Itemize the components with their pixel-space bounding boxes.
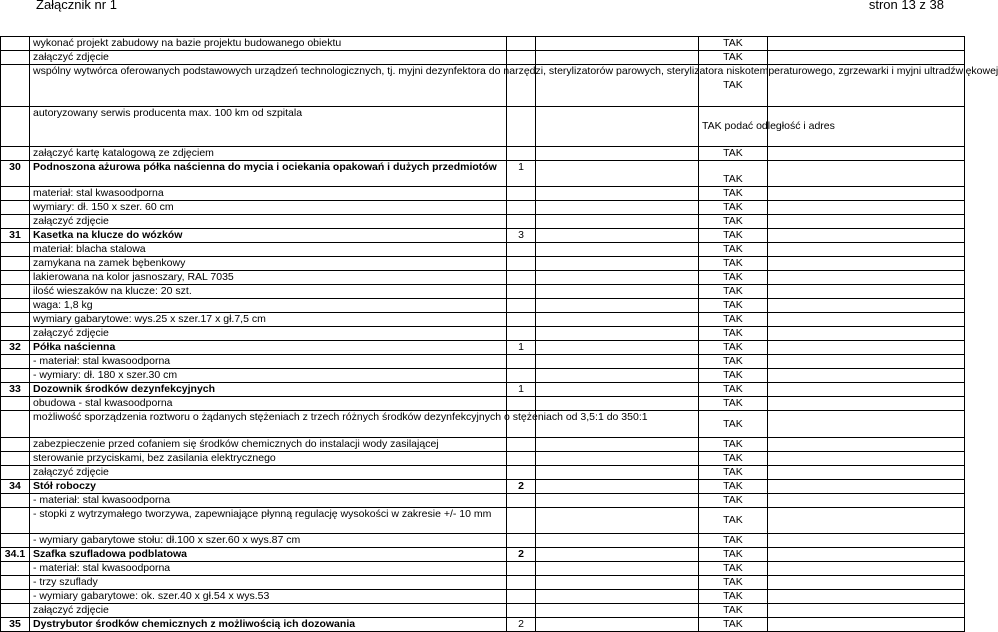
- empty-cell: [536, 299, 699, 313]
- empty-cell: [536, 452, 699, 466]
- empty-cell: [536, 37, 699, 51]
- item-quantity: [507, 51, 536, 65]
- item-quantity: 2: [507, 618, 536, 632]
- empty-cell: [768, 383, 965, 397]
- item-description: możliwość sporządzenia roztworu o żądanych stężeniach z trzech różnych środków dezynfekcyjnych o stężeniach od 3,5:1 do 350:1: [30, 411, 507, 438]
- spec-row: [1, 438, 965, 452]
- item-description: wykonać projekt zabudowy na bazie projektu budowanego obiektu: [30, 37, 507, 51]
- item-number: [1, 51, 30, 65]
- empty-cell: [768, 508, 965, 534]
- compliance-answer: TAK podać odległość i adres: [699, 107, 768, 147]
- empty-cell: [768, 201, 965, 215]
- empty-cell: [536, 341, 699, 355]
- spec-row: [1, 243, 965, 257]
- compliance-answer: TAK: [699, 201, 768, 215]
- empty-cell: [536, 201, 699, 215]
- item-number: [1, 147, 30, 161]
- spec-row: [1, 494, 965, 508]
- empty-cell: [536, 187, 699, 201]
- empty-cell: [768, 562, 965, 576]
- item-quantity: 1: [507, 341, 536, 355]
- item-description: lakierowana na kolor jasnoszary, RAL 7035: [30, 271, 507, 285]
- empty-cell: [768, 257, 965, 271]
- item-description: - stopki z wytrzymałego tworzywa, zapewniające płynną regulację wysokości w zakresie +/- 10 mm: [30, 508, 507, 534]
- compliance-answer: TAK: [699, 271, 768, 285]
- item-description: Szafka szufladowa podblatowa: [30, 548, 507, 562]
- empty-cell: [536, 438, 699, 452]
- item-number: [1, 438, 30, 452]
- item-quantity: [507, 107, 536, 147]
- empty-cell: [536, 107, 699, 147]
- item-number: [1, 534, 30, 548]
- item-number: 31: [1, 229, 30, 243]
- item-number: [1, 562, 30, 576]
- spec-row: [1, 187, 965, 201]
- empty-cell: [536, 147, 699, 161]
- empty-cell: [536, 383, 699, 397]
- item-quantity: [507, 562, 536, 576]
- item-description: Podnoszona ażurowa półka naścienna do mycia i ociekania opakowań i dużych przedmiotów: [30, 161, 507, 187]
- empty-cell: [536, 313, 699, 327]
- empty-cell: [536, 466, 699, 480]
- item-quantity: 3: [507, 229, 536, 243]
- spec-row: [1, 215, 965, 229]
- empty-cell: [768, 37, 965, 51]
- item-number: [1, 65, 30, 107]
- spec-row: [1, 201, 965, 215]
- compliance-answer: TAK: [699, 355, 768, 369]
- compliance-answer: TAK: [699, 147, 768, 161]
- item-description: Dystrybutor środków chemicznych z możliwością ich dozowania: [30, 618, 507, 632]
- empty-cell: [768, 355, 965, 369]
- item-quantity: 2: [507, 548, 536, 562]
- spec-row: [1, 604, 965, 618]
- item-quantity: [507, 257, 536, 271]
- item-number: [1, 397, 30, 411]
- empty-cell: [536, 397, 699, 411]
- item-number: 34.1: [1, 548, 30, 562]
- empty-cell: [768, 161, 965, 187]
- item-row: [1, 341, 965, 355]
- item-description: załączyć kartę katalogową ze zdjęciem: [30, 147, 507, 161]
- empty-cell: [536, 576, 699, 590]
- empty-cell: [536, 215, 699, 229]
- compliance-answer: TAK: [699, 494, 768, 508]
- item-quantity: [507, 590, 536, 604]
- item-row: [1, 548, 965, 562]
- empty-cell: [768, 618, 965, 632]
- compliance-answer: TAK: [699, 51, 768, 65]
- item-description: załączyć zdjęcie: [30, 466, 507, 480]
- spec-row: [1, 37, 965, 51]
- item-quantity: [507, 201, 536, 215]
- compliance-answer: TAK: [699, 383, 768, 397]
- spec-row: [1, 107, 965, 147]
- spec-row: [1, 534, 965, 548]
- item-quantity: 1: [507, 161, 536, 187]
- item-number: [1, 299, 30, 313]
- empty-cell: [768, 313, 965, 327]
- spec-row: [1, 466, 965, 480]
- item-number: 30: [1, 161, 30, 187]
- empty-cell: [536, 257, 699, 271]
- page-counter: stron 13 z 38: [868, 0, 944, 12]
- item-quantity: 1: [507, 383, 536, 397]
- empty-cell: [536, 618, 699, 632]
- item-row: [1, 161, 965, 187]
- item-row: [1, 383, 965, 397]
- empty-cell: [768, 271, 965, 285]
- item-description: ilość wieszaków na klucze: 20 szt.: [30, 285, 507, 299]
- compliance-answer: TAK: [699, 618, 768, 632]
- spec-row: [1, 51, 965, 65]
- item-quantity: [507, 397, 536, 411]
- compliance-answer: TAK: [699, 37, 768, 51]
- spec-row: [1, 65, 965, 107]
- item-description: obudowa - stal kwasoodporna: [30, 397, 507, 411]
- compliance-answer: TAK: [699, 313, 768, 327]
- item-number: 33: [1, 383, 30, 397]
- spec-row: [1, 590, 965, 604]
- spec-row: [1, 411, 965, 438]
- empty-cell: [536, 285, 699, 299]
- compliance-answer: TAK: [699, 480, 768, 494]
- item-quantity: [507, 438, 536, 452]
- item-quantity: [507, 215, 536, 229]
- item-number: [1, 313, 30, 327]
- item-row: [1, 229, 965, 243]
- compliance-answer: TAK: [699, 257, 768, 271]
- item-row: [1, 618, 965, 632]
- empty-cell: [768, 411, 965, 438]
- spec-row: [1, 355, 965, 369]
- empty-cell: [768, 397, 965, 411]
- item-description: materiał: stal kwasoodporna: [30, 187, 507, 201]
- item-description: zabezpieczenie przed cofaniem się środków chemicznych do instalacji wody zasilającej: [30, 438, 507, 452]
- compliance-answer: TAK: [699, 285, 768, 299]
- item-quantity: [507, 37, 536, 51]
- empty-cell: [768, 604, 965, 618]
- empty-cell: [768, 327, 965, 341]
- item-quantity: [507, 494, 536, 508]
- compliance-answer: TAK: [699, 534, 768, 548]
- compliance-answer: TAK: [699, 341, 768, 355]
- item-description: - trzy szuflady: [30, 576, 507, 590]
- item-number: 32: [1, 341, 30, 355]
- item-quantity: [507, 576, 536, 590]
- item-quantity: [507, 313, 536, 327]
- item-description: - materiał: stal kwasoodporna: [30, 562, 507, 576]
- specification-rows: [1, 37, 998, 632]
- item-description: autoryzowany serwis producenta max. 100 km od szpitala: [30, 107, 507, 147]
- item-quantity: [507, 508, 536, 534]
- empty-cell: [768, 534, 965, 548]
- item-description: sterowanie przyciskami, bez zasilania elektrycznego: [30, 452, 507, 466]
- item-number: [1, 576, 30, 590]
- item-description: wspólny wytwórca oferowanych podstawowych urządzeń technologicznych, tj. myjni dezynfektora do narzędzi, sterylizatorów parowych, sterylizatora niskotemperaturowego, zgrzewarki i myjni ultradźwiękowej: [30, 65, 507, 107]
- item-description: Kasetka na klucze do wózków: [30, 229, 507, 243]
- compliance-answer: TAK: [699, 576, 768, 590]
- spec-row: [1, 562, 965, 576]
- item-number: 35: [1, 618, 30, 632]
- item-description: - wymiary gabarytowe: ok. szer.40 x gł.54 x wys.53: [30, 590, 507, 604]
- item-number: [1, 508, 30, 534]
- empty-cell: [536, 355, 699, 369]
- compliance-answer: TAK: [699, 411, 768, 438]
- item-quantity: [507, 369, 536, 383]
- item-description: załączyć zdjęcie: [30, 327, 507, 341]
- item-description: materiał: blacha stalowa: [30, 243, 507, 257]
- empty-cell: [536, 480, 699, 494]
- empty-cell: [536, 494, 699, 508]
- item-number: [1, 37, 30, 51]
- item-description: - wymiary gabarytowe stołu: dł.100 x szer.60 x wys.87 cm: [30, 534, 507, 548]
- item-number: [1, 243, 30, 257]
- empty-cell: [536, 271, 699, 285]
- empty-cell: [768, 51, 965, 65]
- empty-cell: [536, 243, 699, 257]
- item-number: [1, 107, 30, 147]
- empty-cell: [768, 285, 965, 299]
- spec-row: [1, 576, 965, 590]
- compliance-answer: TAK: [699, 466, 768, 480]
- spec-row: [1, 271, 965, 285]
- item-description: zamykana na zamek bębenkowy: [30, 257, 507, 271]
- empty-cell: [768, 494, 965, 508]
- item-description: wymiary gabarytowe: wys.25 x szer.17 x gł.7,5 cm: [30, 313, 507, 327]
- empty-cell: [536, 548, 699, 562]
- item-quantity: [507, 534, 536, 548]
- empty-cell: [768, 452, 965, 466]
- item-quantity: [507, 327, 536, 341]
- empty-cell: [768, 438, 965, 452]
- compliance-answer: TAK: [699, 229, 768, 243]
- item-row: [1, 480, 965, 494]
- item-quantity: [507, 187, 536, 201]
- spec-row: [1, 327, 965, 341]
- item-number: [1, 201, 30, 215]
- item-number: [1, 327, 30, 341]
- spec-row: [1, 299, 965, 313]
- spec-row: [1, 257, 965, 271]
- empty-cell: [768, 229, 965, 243]
- empty-cell: [768, 369, 965, 383]
- compliance-answer: TAK: [699, 299, 768, 313]
- item-number: [1, 452, 30, 466]
- item-quantity: [507, 452, 536, 466]
- compliance-answer: TAK: [699, 452, 768, 466]
- item-quantity: [507, 604, 536, 618]
- item-description: załączyć zdjęcie: [30, 51, 507, 65]
- compliance-answer: TAK: [699, 187, 768, 201]
- item-quantity: [507, 243, 536, 257]
- item-quantity: [507, 271, 536, 285]
- empty-cell: [768, 187, 965, 201]
- item-description: Stół roboczy: [30, 480, 507, 494]
- empty-cell: [536, 508, 699, 534]
- item-number: 34: [1, 480, 30, 494]
- empty-cell: [536, 229, 699, 243]
- compliance-answer: TAK: [699, 215, 768, 229]
- item-quantity: [507, 147, 536, 161]
- spec-row: [1, 397, 965, 411]
- empty-cell: [768, 548, 965, 562]
- specification-sheet: [0, 36, 998, 632]
- empty-cell: [768, 299, 965, 313]
- compliance-answer: TAK: [699, 369, 768, 383]
- compliance-answer: TAK: [699, 604, 768, 618]
- empty-cell: [536, 161, 699, 187]
- spec-row: [1, 369, 965, 383]
- item-number: [1, 271, 30, 285]
- spec-row: [1, 285, 965, 299]
- spec-row: [1, 313, 965, 327]
- attachment-label: Załącznik nr 1: [36, 0, 117, 12]
- empty-cell: [768, 480, 965, 494]
- compliance-answer: TAK: [699, 243, 768, 257]
- item-quantity: [507, 466, 536, 480]
- empty-cell: [536, 369, 699, 383]
- empty-cell: [536, 327, 699, 341]
- item-description: wymiary: dł. 150 x szer. 60 cm: [30, 201, 507, 215]
- item-description: Półka naścienna: [30, 341, 507, 355]
- empty-cell: [536, 534, 699, 548]
- spec-row: [1, 147, 965, 161]
- compliance-answer: TAK: [699, 397, 768, 411]
- empty-cell: [768, 576, 965, 590]
- compliance-answer: TAK: [699, 438, 768, 452]
- empty-cell: [768, 147, 965, 161]
- compliance-answer: TAK: [699, 508, 768, 534]
- empty-cell: [768, 341, 965, 355]
- compliance-answer: TAK: [699, 590, 768, 604]
- item-description: załączyć zdjęcie: [30, 604, 507, 618]
- item-quantity: [507, 285, 536, 299]
- item-number: [1, 604, 30, 618]
- spec-row: [1, 452, 965, 466]
- item-number: [1, 466, 30, 480]
- item-description: - materiał: stal kwasoodporna: [30, 355, 507, 369]
- item-description: załączyć zdjęcie: [30, 215, 507, 229]
- empty-cell: [536, 562, 699, 576]
- item-number: [1, 285, 30, 299]
- item-quantity: 2: [507, 480, 536, 494]
- item-number: [1, 369, 30, 383]
- compliance-answer: TAK: [699, 65, 768, 107]
- empty-cell: [768, 466, 965, 480]
- item-description: - materiał: stal kwasoodporna: [30, 494, 507, 508]
- empty-cell: [536, 604, 699, 618]
- item-quantity: [507, 355, 536, 369]
- compliance-answer: TAK: [699, 562, 768, 576]
- item-number: [1, 257, 30, 271]
- empty-cell: [536, 51, 699, 65]
- item-number: [1, 494, 30, 508]
- item-number: [1, 411, 30, 438]
- spec-row: [1, 508, 965, 534]
- item-number: [1, 590, 30, 604]
- item-number: [1, 355, 30, 369]
- empty-cell: [768, 215, 965, 229]
- item-quantity: [507, 299, 536, 313]
- empty-cell: [768, 243, 965, 257]
- item-description: waga: 1,8 kg: [30, 299, 507, 313]
- compliance-answer: TAK: [699, 161, 768, 187]
- page-header: [0, 0, 960, 14]
- specification-table: [0, 36, 998, 632]
- compliance-answer: TAK: [699, 548, 768, 562]
- item-description: Dozownik środków dezynfekcyjnych: [30, 383, 507, 397]
- compliance-answer: TAK: [699, 327, 768, 341]
- item-number: [1, 187, 30, 201]
- item-description: - wymiary: dł. 180 x szer.30 cm: [30, 369, 507, 383]
- item-number: [1, 215, 30, 229]
- empty-cell: [768, 590, 965, 604]
- empty-cell: [536, 590, 699, 604]
